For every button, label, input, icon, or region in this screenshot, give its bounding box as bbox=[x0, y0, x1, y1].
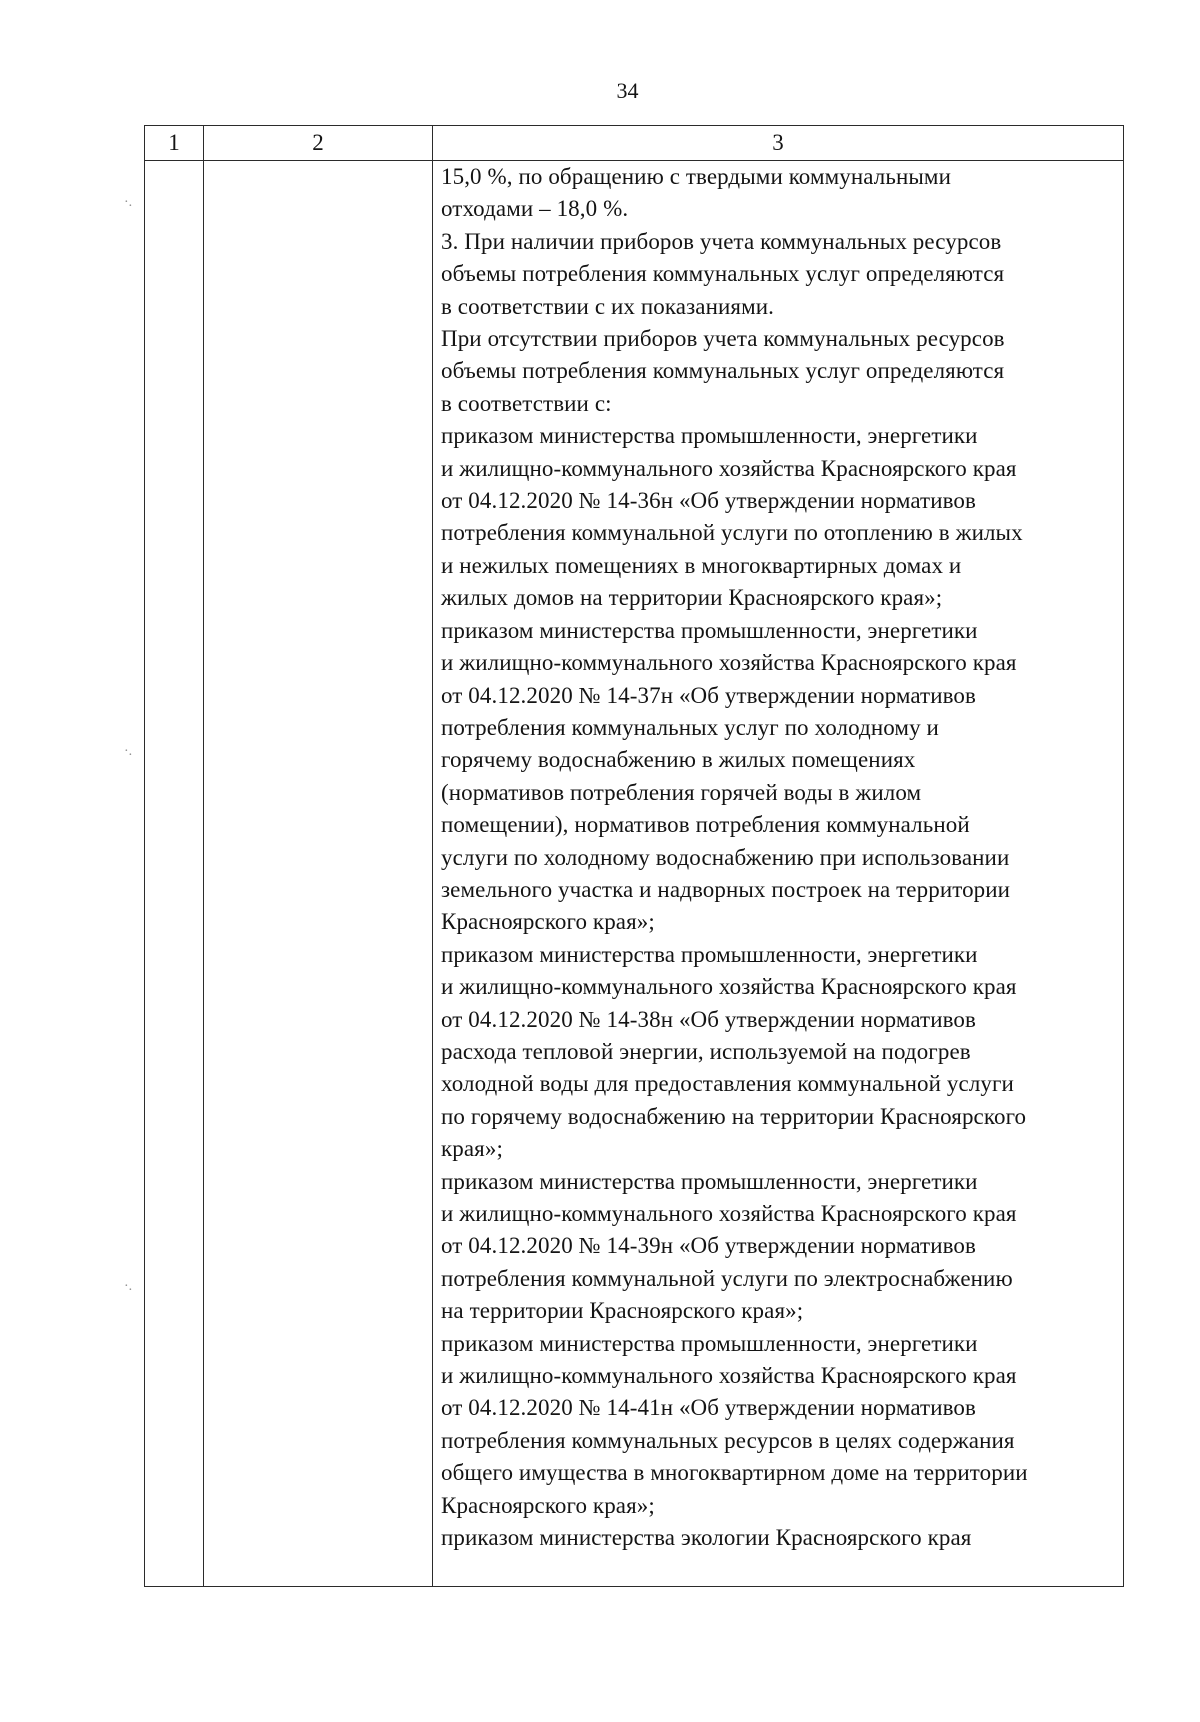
column-header-2: 2 bbox=[204, 126, 433, 161]
text-line: помещении), нормативов потребления коммунальной bbox=[441, 812, 970, 838]
text-line: горячему водоснабжению в жилых помещениях bbox=[441, 747, 916, 773]
text-line: Красноярского края»; bbox=[441, 909, 655, 935]
text-line: услуги по холодному водоснабжению при использовании bbox=[441, 844, 1010, 870]
text-line: от 04.12.2020 № 14-36н «Об утверждении нормативов bbox=[441, 488, 976, 514]
table-row bbox=[145, 161, 1124, 1587]
text-line: края»; bbox=[441, 1136, 503, 1162]
text-line: и нежилых помещениях в многоквартирных домах и bbox=[441, 552, 962, 578]
text-line: 15,0 %, по обращению с твердыми коммунальными bbox=[441, 164, 951, 189]
text-line: приказом министерства промышленности, энергетики bbox=[441, 941, 978, 967]
text-line: потребления коммунальных ресурсов в целях содержания bbox=[441, 1427, 1015, 1453]
table-cell-column-3 bbox=[433, 161, 1124, 1587]
text-line: от 04.12.2020 № 14-39н «Об утверждении нормативов bbox=[441, 1233, 976, 1259]
text-line: приказом министерства промышленности, энергетики bbox=[441, 1168, 978, 1194]
text-line: расхода тепловой энергии, используемой на подогрев bbox=[441, 1038, 971, 1064]
column-header-1: 1 bbox=[145, 126, 204, 161]
text-line: объемы потребления коммунальных услуг определяются bbox=[441, 261, 1005, 287]
text-line: (нормативов потребления горячей воды в жилом bbox=[441, 779, 922, 805]
text-line: от 04.12.2020 № 14-37н «Об утверждении нормативов bbox=[441, 682, 976, 708]
text-line: жилых домов на территории Красноярского края»; bbox=[441, 585, 943, 611]
text-line: и жилищно-коммунального хозяйства Красноярского края bbox=[441, 455, 1017, 481]
text-line: приказом министерства промышленности, энергетики bbox=[441, 617, 978, 643]
text-line: приказом министерства промышленности, энергетики bbox=[441, 423, 978, 449]
text-line: приказом министерства экологии Красноярского края bbox=[441, 1525, 972, 1551]
table-cell-column-2 bbox=[204, 161, 433, 1587]
text-line: земельного участка и надворных построек на территории bbox=[441, 876, 1011, 902]
text-line: общего имущества в многоквартирном доме на территории bbox=[441, 1460, 1028, 1486]
text-line: и жилищно-коммунального хозяйства Красноярского края bbox=[441, 650, 1017, 676]
text-line: потребления коммунальной услуги по отоплению в жилых bbox=[441, 520, 1023, 546]
text-line: Красноярского края»; bbox=[441, 1492, 655, 1518]
text-line: приказом министерства промышленности, энергетики bbox=[441, 1330, 978, 1356]
text-line: и жилищно-коммунального хозяйства Красноярского края bbox=[441, 1363, 1017, 1389]
text-line: от 04.12.2020 № 14-41н «Об утверждении нормативов bbox=[441, 1395, 976, 1421]
text-line: При отсутствии приборов учета коммунальных ресурсов bbox=[441, 326, 1005, 352]
text-line: потребления коммунальных услуг по холодному и bbox=[441, 714, 939, 740]
scan-margin-mark: ·. bbox=[124, 1279, 133, 1294]
text-line: в соответствии с их показаниями. bbox=[441, 293, 774, 319]
text-line: объемы потребления коммунальных услуг определяются bbox=[441, 358, 1005, 384]
text-line: 3. При наличии приборов учета коммунальных ресурсов bbox=[441, 228, 1002, 254]
text-line: в соответствии с: bbox=[441, 390, 612, 416]
text-line: и жилищно-коммунального хозяйства Красноярского края bbox=[441, 1201, 1017, 1226]
text-line: отходами – 18,0 %. bbox=[441, 196, 629, 222]
document-table bbox=[144, 125, 1124, 1587]
text-line: на территории Красноярского края»; bbox=[441, 1298, 804, 1324]
table-cell-column-1 bbox=[145, 161, 204, 1587]
table-header-row bbox=[145, 126, 1124, 161]
text-line: от 04.12.2020 № 14-38н «Об утверждении нормативов bbox=[441, 1006, 976, 1032]
text-line: потребления коммунальной услуги по электроснабжению bbox=[441, 1265, 1013, 1291]
text-line: холодной воды для предоставления коммунальной услуги bbox=[441, 1071, 1014, 1097]
scan-margin-mark: ·. bbox=[124, 744, 133, 759]
column-3-text bbox=[433, 161, 1123, 1554]
column-header-3: 3 bbox=[433, 126, 1124, 161]
text-line: и жилищно-коммунального хозяйства Красноярского края bbox=[441, 974, 1017, 1000]
text-line: по горячему водоснабжению на территории Красноярского bbox=[441, 1103, 1027, 1129]
scan-margin-mark: ·. bbox=[124, 195, 133, 210]
page-number: 34 bbox=[616, 78, 639, 103]
